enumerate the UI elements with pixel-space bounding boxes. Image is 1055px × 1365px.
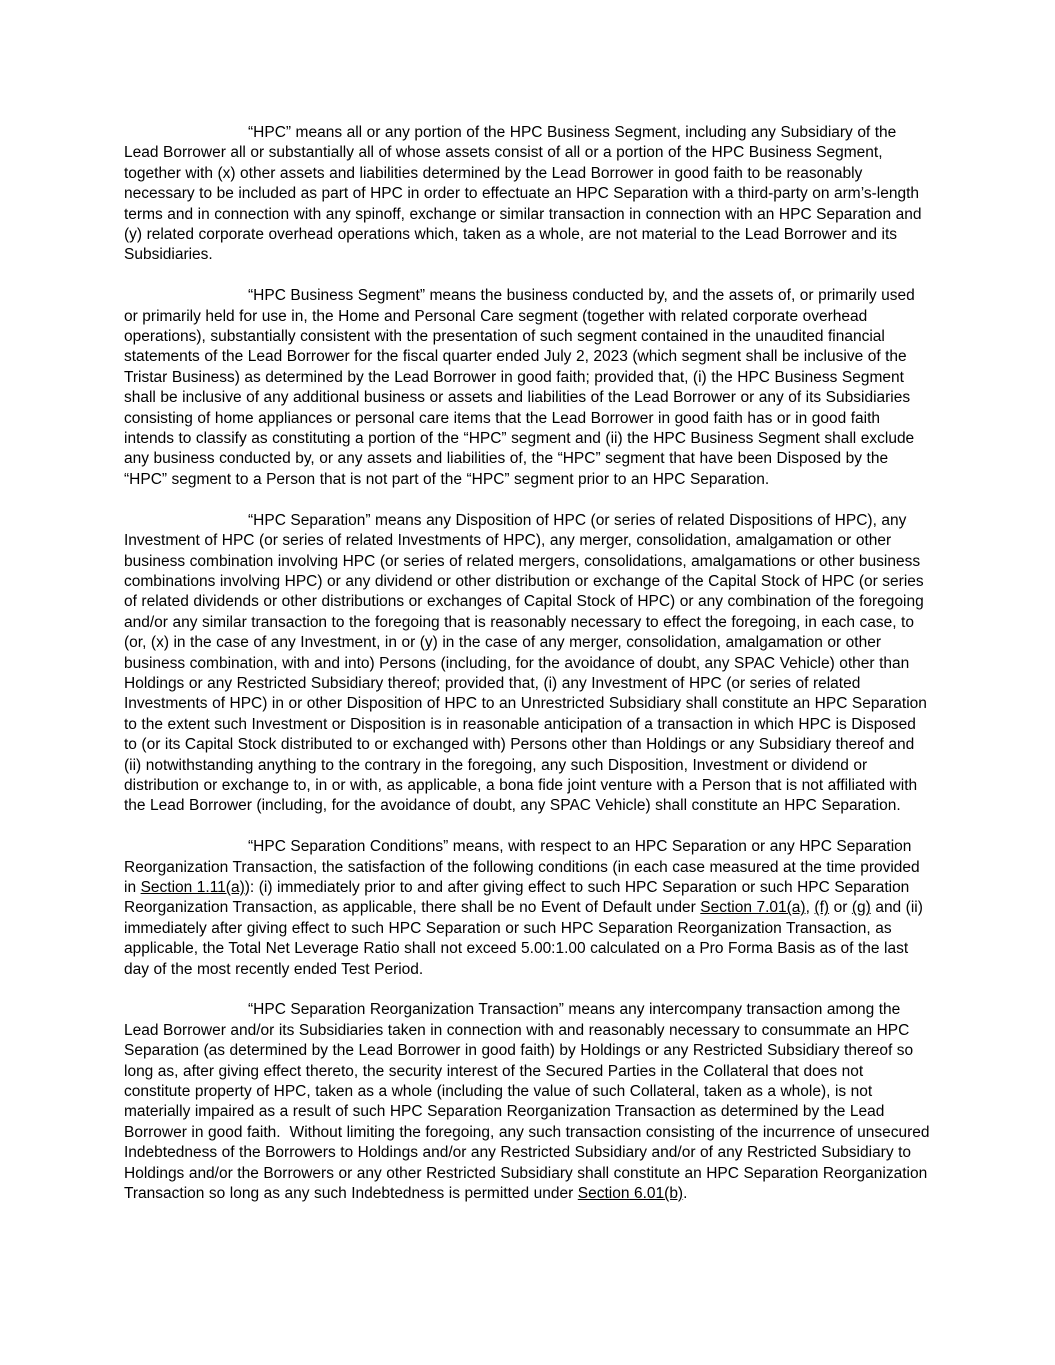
section-link-7-01-f[interactable]: (f)	[814, 899, 830, 917]
definition-paragraph-hpc-separation	[124, 511, 930, 817]
definition-text: “HPC Business Segment” means the business conducted by, and the assets of, or primarily used or primarily held for use in, the Home and Personal Care segment (together with related corporate overhead operations), substantially consistent with the presentation of such segment contained in the unaudited financial statements of the Lead Borrower for the fiscal quarter ended July 2, 2023 (which segment shall be inclusive of the Tristar Business) as determined by the Lead Borrower in good faith; provided that, (i) the HPC Business Segment shall be inclusive of any additional business or assets and liabilities of the Lead Borrower or any of its Subsidiaries consisting of home appliances or personal care items that the Lead Borrower in good faith has or in good faith intends to classify as constituting a portion of the “HPC” segment and (ii) the HPC Business Segment shall exclude any business conducted by, or any assets and liabilities of, the “HPC” segment that have been Disposed by the “HPC” segment to a Person that is not part of the “HPC” segment prior to an HPC Separation.	[124, 287, 915, 488]
section-link-6-01-b[interactable]: Section 6.01(b)	[577, 1185, 684, 1203]
definition-paragraph-hpc-business-segment	[124, 286, 930, 490]
section-link-7-01-a[interactable]: Section 7.01(a)	[700, 899, 806, 917]
definition-text: ): (i) immediately prior to and after giving effect to such HPC Separation or such HPC Separation Reorganization Transaction, as applicable, there shall be no Event of Default under	[124, 878, 910, 917]
definition-paragraph-hpc-separation-reorganization-transaction	[124, 1000, 930, 1204]
definition-text: “HPC Separation” means any Disposition of HPC (or series of related Dispositions of HPC), any Investment of HPC (or series of related Investments of HPC), any merger, consolidation, amalgamation or other business combination involving HPC (or series of related mergers, consolidations, amalgamations or other business combinations involving HPC) or any dividend or other distribution or exchange of the Capital Stock of HPC (or series of related dividends or other distributions or exchanges of Capital Stock of HPC) or any combination of the foregoing and/or any similar transaction to the foregoing that is reasonably necessary to effect the foregoing, in each case, to (or, (x) in the case of any Investment, in or (y) in the case of any merger, consolidation, amalgamation or other business combination, with and into) Persons (including, for the avoidance of doubt, any SPAC Vehicle) other than Holdings or any Restricted Subsidiary thereof; provided that, (i) any Investment of HPC (or series of related Investments of HPC) in or other Disposition of HPC to an Unrestricted Subsidiary shall constitute an HPC Separation to the extent such Investment or Disposition is in reasonable anticipation of a transaction in which HPC is Disposed to (or its Capital Stock distributed to or exchanged with) Persons other than Holdings or any Subsidiary thereof and (ii) notwithstanding anything to the contrary in the foregoing, any such Disposition, Investment or dividend or distribution or exchange to, in or with, as applicable, a bona fide joint venture with a Person that is not affiliated with the Lead Borrower (including, for the avoidance of doubt, any SPAC Vehicle) shall constitute an HPC Separation.	[124, 511, 927, 815]
definition-text: ,	[805, 899, 815, 917]
definition-text: “HPC Separation Conditions” means, with respect to an HPC Separation or any HPC Separation Reorganization Transaction, the satisfaction of the following conditions (in each case measured at the time provided in	[124, 838, 920, 896]
definition-text: or	[829, 899, 852, 917]
definition-text: and (ii) immediately after giving effect to such HPC Separation or such HPC Separation Reorganization Transaction, as applicable, the Total Net Leverage Ratio shall not exceed 5.00:1.00 calculated on a Pro Forma Basis as of the last day of the most recently ended Test Period.	[124, 899, 923, 978]
definition-text: “HPC Separation Reorganization Transaction” means any intercompany transaction among the Lead Borrower and/or its Subsidiaries taken in connection with and reasonably necessary to consummate an HPC Separation (as determined by the Lead Borrower in good faith) by Holdings or any Restricted Subsidiary thereof so long as, after giving effect thereto, the security interest of the Secured Parties in the Collateral that does not constitute property of HPC, taken as a whole (including the value of such Collateral, taken as a whole), is not materially impaired as a result of such HPC Separation Reorganization Transaction as determined by the Lead Borrower in good faith. Without limiting the foregoing, any such transaction consisting of the incurrence of unsecured Indebtedness of the Borrowers to Holdings and/or any Restricted Subsidiary and/or of any Restricted Subsidiary to Holdings and/or the Borrowers or any other Restricted Subsidiary shall constitute an HPC Separation Reorganization Transaction so long as any such Indebtedness is permitted under	[124, 1001, 930, 1203]
definition-text: .	[683, 1185, 688, 1203]
definition-text: “HPC” means all or any portion of the HPC Business Segment, including any Subsidiary of the Lead Borrower all or substantially all of whose assets consist of all or a portion of the HPC Business Segment, together with (x) other assets and liabilities determined by the Lead Borrower in good faith to be reasonably necessary to be included as part of HPC in order to effectuate an HPC Separation with a third-party on arm’s-length terms and in connection with any spinoff, exchange or similar transaction in connection with an HPC Separation and (y) related corporate overhead operations which, taken as a whole, are not material to the Lead Borrower and its Subsidiaries.	[124, 124, 922, 264]
section-link-7-01-g[interactable]: (g)	[851, 899, 871, 917]
section-link-1-11-a[interactable]: Section 1.11(a)	[140, 878, 245, 896]
definition-paragraph-hpc-separation-conditions	[124, 837, 930, 980]
definition-paragraph-hpc	[124, 123, 930, 266]
